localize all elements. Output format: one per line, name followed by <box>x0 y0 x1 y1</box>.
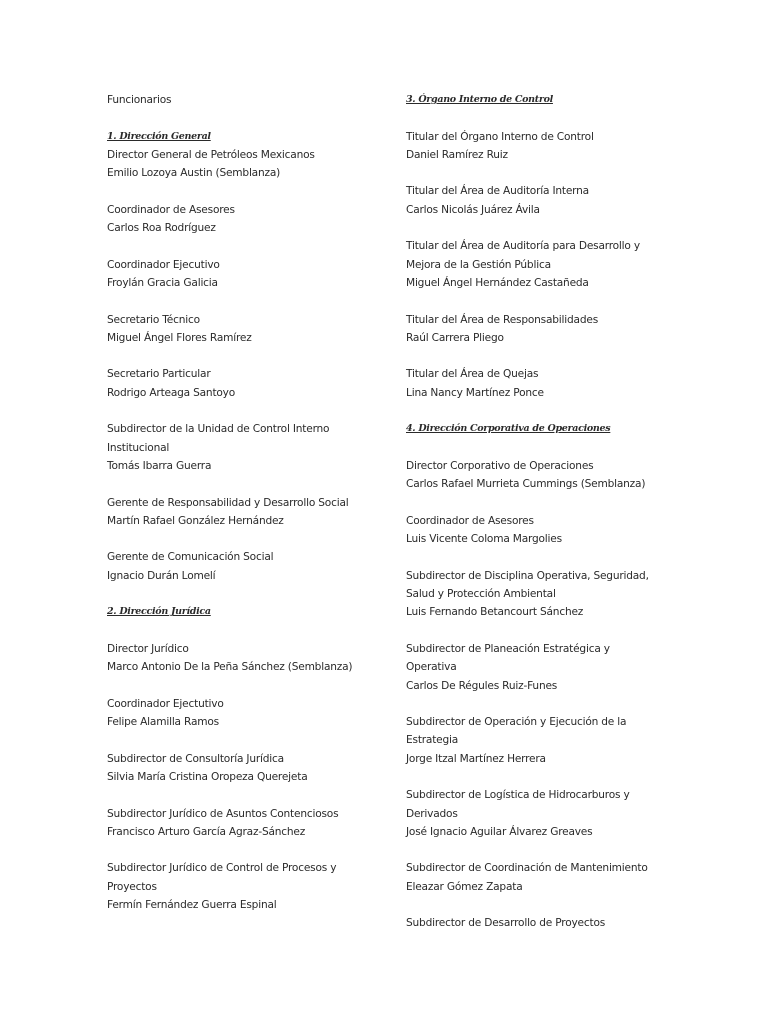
section-heading-2-direccion-juridica: 2. Dirección Jurídica <box>107 606 211 618</box>
text-line-jose-ignacio-aguilar-alvarez-greaves: José Ignacio Aguilar Álvarez Greaves <box>406 825 593 838</box>
text-line-subdirector-de-consultoria-juridica: Subdirector de Consultoría Jurídica <box>107 752 284 765</box>
text-line-director-general-de-petroleos-mexicanos: Director General de Petróleos Mexicanos <box>107 148 315 161</box>
line-spacer <box>406 292 676 310</box>
text-line-silvia-maria-cristina-oropeza-querejeta: Silvia María Cristina Oropeza Querejeta <box>107 770 308 783</box>
text-line-jorge-itzal-martinez-herrera: Jorge Itzal Martínez Herrera <box>406 752 546 765</box>
text-line-subdirector-de-la-unidad-de-control-inte: Subdirector de la Unidad de Control Interno <box>107 423 330 436</box>
text-line-carlos-de-regules-ruiz-funes: Carlos De Régules Ruiz-Funes <box>406 679 558 692</box>
left-column <box>107 91 392 914</box>
line-spacer <box>406 219 676 237</box>
text-line-director-juridico: Director Jurídico <box>107 642 189 655</box>
text-line-felipe-alamilla-ramos: Felipe Alamilla Ramos <box>107 716 219 729</box>
text-line-emilio-lozoya-austin-semblanza: Emilio Lozoya Austin (Semblanza) <box>107 167 281 180</box>
text-line-coordinador-de-asesores: Coordinador de Asesores <box>406 514 534 527</box>
text-line-ignacio-duran-lomeli: Ignacio Durán Lomelí <box>107 569 216 582</box>
line-spacer <box>406 164 676 182</box>
line-spacer <box>406 347 676 365</box>
text-line-institucional: Institucional <box>107 441 170 454</box>
text-line-tomas-ibarra-guerra: Tomás Ibarra Guerra <box>107 459 212 472</box>
line-spacer <box>107 731 392 749</box>
text-line-gerente-de-comunicacion-social: Gerente de Comunicación Social <box>107 551 274 564</box>
text-line-titular-del-area-de-responsabilidades: Titular del Área de Responsabilidades <box>406 313 599 326</box>
line-spacer <box>406 439 676 457</box>
text-line-miguel-angel-hernandez-castaneda: Miguel Ángel Hernández Castañeda <box>406 276 589 289</box>
text-line-fermin-fernandez-guerra-espinal: Fermín Fernández Guerra Espinal <box>107 899 277 912</box>
text-line-carlos-roa-rodriguez: Carlos Roa Rodríguez <box>107 222 216 235</box>
line-spacer <box>406 768 676 786</box>
line-spacer <box>107 841 392 859</box>
text-line-titular-del-area-de-quejas: Titular del Área de Quejas <box>406 368 539 381</box>
line-spacer <box>406 896 676 914</box>
line-spacer <box>107 402 392 420</box>
text-line-secretario-tecnico: Secretario Técnico <box>107 313 200 326</box>
line-spacer <box>406 494 676 512</box>
text-line-proyectos: Proyectos <box>107 880 157 893</box>
line-spacer <box>107 347 392 365</box>
text-line-subdirector-de-disciplina-operativa-segu: Subdirector de Disciplina Operativa, Seguridad, <box>406 569 649 582</box>
section-heading-3-organo-interno-de-control: 3. Órgano Interno de Control <box>406 94 553 105</box>
text-line-subdirector-juridico-de-asuntos-contenci: Subdirector Jurídico de Asuntos Contenciosos <box>107 807 339 820</box>
line-spacer <box>107 786 392 804</box>
section-heading-1-direccion-general: 1. Dirección General <box>107 130 211 142</box>
text-line-eleazar-gomez-zapata: Eleazar Gómez Zapata <box>406 880 523 893</box>
text-line-luis-vicente-coloma-margolies: Luis Vicente Coloma Margolies <box>406 533 562 546</box>
text-line-subdirector-de-planeacion-estrategica-y: Subdirector de Planeación Estratégica y <box>406 642 610 655</box>
text-line-daniel-ramirez-ruiz: Daniel Ramírez Ruiz <box>406 148 508 161</box>
text-line-marco-antonio-de-la-pena-sanchez-semblan: Marco Antonio De la Peña Sánchez (Semblanza) <box>107 661 353 674</box>
text-line-operativa: Operativa <box>406 661 457 674</box>
line-spacer <box>107 585 392 603</box>
text-line-luis-fernando-betancourt-sanchez: Luis Fernando Betancourt Sánchez <box>406 606 584 619</box>
text-line-salud-y-proteccion-ambiental: Salud y Protección Ambiental <box>406 588 556 601</box>
text-line-secretario-particular: Secretario Particular <box>107 368 211 381</box>
line-spacer <box>406 402 676 420</box>
text-line-subdirector-de-operacion-y-ejecucion-de-: Subdirector de Operación y Ejecución de la <box>406 716 627 729</box>
line-spacer <box>406 695 676 713</box>
text-line-carlos-rafael-murrieta-cummings-semblanz: Carlos Rafael Murrieta Cummings (Semblanza) <box>406 478 646 491</box>
text-line-subdirector-de-logistica-de-hidrocarburo: Subdirector de Logística de Hidrocarburos y <box>406 789 630 802</box>
text-line-funcionarios: Funcionarios <box>107 94 172 106</box>
line-spacer <box>107 475 392 493</box>
text-line-titular-del-organo-interno-de-control: Titular del Órgano Interno de Control <box>406 130 594 143</box>
line-spacer <box>406 109 676 127</box>
text-line-rodrigo-arteaga-santoyo: Rodrigo Arteaga Santoyo <box>107 386 236 399</box>
line-spacer <box>107 622 392 640</box>
text-line-coordinador-ejectutivo: Coordinador Ejectutivo <box>107 697 224 710</box>
line-spacer <box>107 677 392 695</box>
text-line-coordinador-de-asesores: Coordinador de Asesores <box>107 203 235 216</box>
text-line-subdirector-juridico-de-control-de-proce: Subdirector Jurídico de Control de Procesos y <box>107 862 337 875</box>
text-line-subdirector-de-coordinacion-de-mantenimi: Subdirector de Coordinación de Mantenimiento <box>406 862 648 875</box>
line-spacer <box>406 841 676 859</box>
line-spacer <box>107 109 392 127</box>
line-spacer <box>107 530 392 548</box>
text-line-coordinador-ejecutivo: Coordinador Ejecutivo <box>107 258 220 271</box>
line-spacer <box>406 548 676 566</box>
text-line-gerente-de-responsabilidad-y-desarrollo-: Gerente de Responsabilidad y Desarrollo Social <box>107 496 349 509</box>
text-line-derivados: Derivados <box>406 807 458 820</box>
line-spacer <box>107 182 392 200</box>
text-line-lina-nancy-martinez-ponce: Lina Nancy Martínez Ponce <box>406 386 544 399</box>
text-line-titular-del-area-de-auditoria-para-desar: Titular del Área de Auditoría para Desarrollo y <box>406 240 640 253</box>
line-spacer <box>406 622 676 640</box>
text-line-raul-carrera-pliego: Raúl Carrera Pliego <box>406 331 504 344</box>
text-line-estrategia: Estrategia <box>406 734 459 747</box>
right-column <box>406 91 676 933</box>
text-line-miguel-angel-flores-ramirez: Miguel Ángel Flores Ramírez <box>107 331 252 344</box>
line-spacer <box>107 237 392 255</box>
text-line-titular-del-area-de-auditoria-interna: Titular del Área de Auditoría Interna <box>406 185 589 198</box>
section-heading-4-direccion-corporativa-de-operaciones: 4. Dirección Corporativa de Operaciones <box>406 423 611 435</box>
text-line-froylan-gracia-galicia: Froylán Gracia Galicia <box>107 276 218 289</box>
text-line-martin-rafael-gonzalez-hernandez: Martín Rafael González Hernández <box>107 514 284 527</box>
text-line-carlos-nicolas-juarez-avila: Carlos Nicolás Juárez Ávila <box>406 203 540 216</box>
text-line-mejora-de-la-gestion-publica: Mejora de la Gestión Pública <box>406 258 551 271</box>
text-line-subdirector-de-desarrollo-de-proyectos: Subdirector de Desarrollo de Proyectos <box>406 917 606 930</box>
text-line-director-corporativo-de-operaciones: Director Corporativo de Operaciones <box>406 459 594 472</box>
text-line-francisco-arturo-garcia-agraz-sanchez: Francisco Arturo García Agraz-Sánchez <box>107 825 306 838</box>
line-spacer <box>107 292 392 310</box>
